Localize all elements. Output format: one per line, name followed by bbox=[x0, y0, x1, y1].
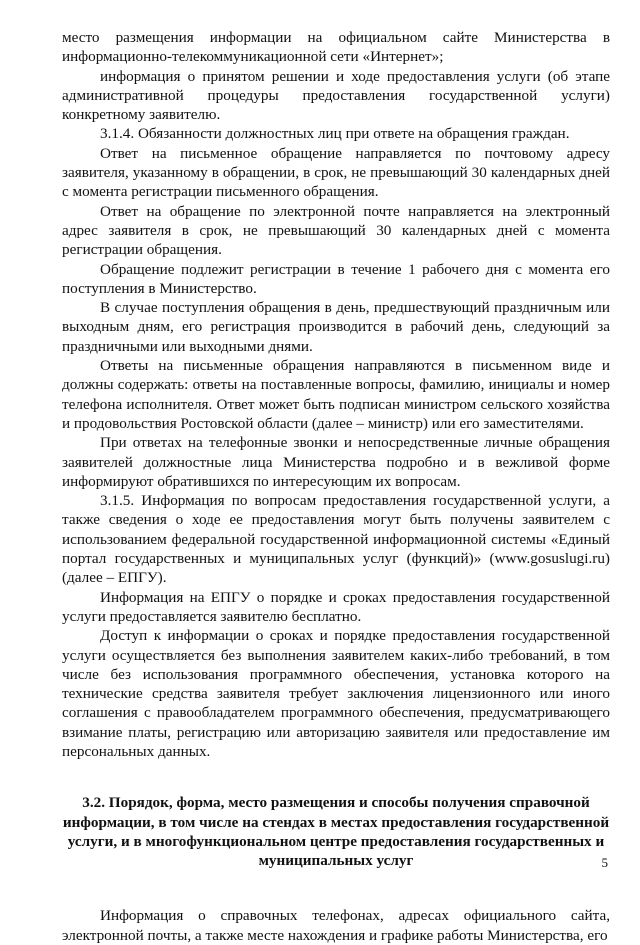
body-paragraph: 3.1.4. Обязанности должностных лиц при ответе на обращения граждан. bbox=[100, 125, 570, 143]
body-text-top bbox=[62, 28, 610, 761]
body-paragraph: В случае поступления обращения в день, предшествующий праздничным или выходным дням, его регистрация производится в рабочий день, следующий за праздничными или выходными днями. bbox=[62, 299, 610, 355]
body-paragraph: место размещения информации на официальном сайте Министерства в информационно-телекоммуникационной сети «Интернет»; bbox=[62, 29, 610, 66]
body-paragraph: Ответ на письменное обращение направляется по почтовому адресу заявителя, указанному в обращении, в срок, не превышающий 30 календарных дней с момента регистрации письменного обращения. bbox=[62, 144, 610, 201]
page-number: 5 bbox=[601, 855, 608, 870]
section-heading: 3.2. Порядок, форма, место размещения и способы получения справочной информации, в том числе на стендах в местах предоставления государственной услуги, и в многофункциональном центре предоставления государственных и муниципальных услуг bbox=[62, 794, 610, 870]
body-paragraph: При ответах на телефонные звонки и непосредственные личные обращения заявителей должностные лица Министерства подробно и в вежливой форме информируют обратившихся по интересующим их вопросам. bbox=[62, 434, 610, 490]
body-paragraph: Обращение подлежит регистрации в течение 1 рабочего дня с момента его поступления в Министерство. bbox=[62, 260, 610, 297]
body-paragraph: 3.1.5. Информация по вопросам предоставления государственной услуги, а также сведения о ходе ее предоставления могут быть получены заявителем с использованием федеральной государственной информационной системы «Единый портал государственных и муниципальных услуг (функций)» (www.gosuslugi.ru) (далее – ЕПГУ). bbox=[62, 492, 610, 587]
body-paragraph-bottom: Информация о справочных телефонах, адресах официального сайта, электронной почты, а также месте нахождения и графике работы Министерства, его bbox=[62, 907, 610, 944]
body-paragraph: Ответы на письменные обращения направляются в письменном виде и должны содержать: ответы на поставленные вопросы, фамилию, инициалы и номер телефона исполнителя. Ответ может быть подписан министром сельского хозяйства и продовольствия Ростовской области (далее – министр) или его заместителями. bbox=[62, 357, 610, 432]
body-paragraph: Информация на ЕПГУ о порядке и сроках предоставления государственной услуги предоставляется заявителю бесплатно. bbox=[62, 588, 610, 625]
body-paragraph: информация о принятом решении и ходе предоставления услуги (об этапе административной процедуры предоставления государственной услуги) конкретному заявителю. bbox=[62, 67, 610, 124]
body-paragraph: Доступ к информации о сроках и порядке предоставления государственной услуги осуществляется без выполнения заявителем каких-либо требований, в том числе без использования программного обеспечения, установка которого на технические средства заявителя требует заключения лицензионного или иного соглашения с правообладателем программного обеспечения, предусматривающего взимание платы, регистрацию или авторизацию заявителя или предоставление им персональных данных. bbox=[62, 627, 610, 760]
document-page bbox=[62, 28, 610, 945]
body-paragraph: Ответ на обращение по электронной почте направляется на электронный адрес заявителя в срок, не превышающий 30 календарных дней с момента регистрации обращения. bbox=[62, 202, 610, 259]
